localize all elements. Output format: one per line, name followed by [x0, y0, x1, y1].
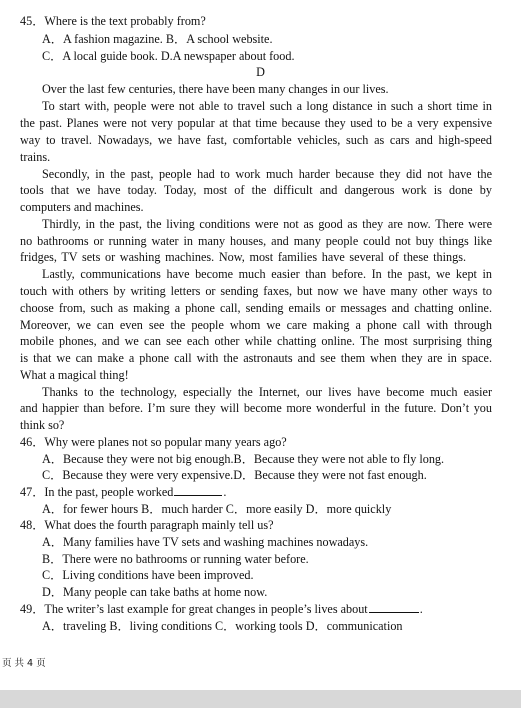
passage-line: touch with others by writing letters or sending faxes, but now we have many other ways to: [20, 284, 492, 298]
q48-option-c: C．Living conditions have been improved.: [42, 568, 254, 582]
q49-stem: [20, 601, 423, 617]
q46-options-cd: C．Because they were very expensive.D．Because they were not fast enough.: [42, 468, 427, 482]
q48-option-d: D．Many people can take baths at home now.: [42, 585, 268, 599]
q48-stem: 48．What does the fourth paragraph mainly tell us?: [20, 518, 274, 532]
passage-line: the past. Planes were not very popular at that time because they used to be a very expensive: [20, 116, 492, 130]
passage-line: trains.: [20, 150, 51, 164]
page-footer: 页 共 4 页: [2, 658, 46, 669]
q47-stem-end: .: [223, 485, 227, 499]
q47-stem-text: 47．In the past, people worked: [20, 485, 174, 499]
q46-stem: 46．Why were planes not so popular many years ago?: [20, 435, 287, 449]
passage-label: D: [256, 65, 265, 79]
passage-line: computers and machines.: [20, 200, 144, 214]
passage-line: Lastly, communications have become much easier than before. In the past, we kept in: [42, 267, 492, 281]
passage-line: way to travel. Nowadays, we have fast, comfortable vehicles, such as cars and high-speed: [20, 133, 492, 147]
passage-line: fridges, TV sets or washing machines. Now, most families have several of these things.: [20, 250, 466, 264]
q49-stem-end: .: [419, 602, 423, 616]
passage-line: tools that we have today. Today, most of the difficult and dangerous work is done by: [20, 183, 492, 197]
passage-line: and happier than before. I’m sure they will become more wonderful in the future. Don’t you: [20, 401, 492, 415]
q46-options-ab: A．Because they were not big enough.B．Because they were not able to fly long.: [42, 452, 445, 466]
q45-options-cd: C．A local guide book. D.A newspaper about food.: [42, 49, 295, 63]
q47-stem: [20, 484, 226, 500]
passage-line: Moreover, we can even see the people whom we care making a phone call with through: [20, 318, 492, 332]
passage-line: Secondly, in the past, people had to work much harder because they did not have the: [42, 167, 492, 181]
passage-line: is that we can make a phone call with the astronauts and see them when they are in space.: [20, 351, 492, 365]
q45-stem: 45．Where is the text probably from?: [20, 14, 206, 28]
q47-options: A．for fewer hours B．much harder C．more easily D．more quickly: [42, 502, 392, 516]
q48-option-b: B．There were no bathrooms or running water before.: [42, 552, 309, 566]
q49-stem-text: 49．The writer’s last example for great changes in people’s lives about: [20, 602, 368, 616]
passage-line: choose from, such as making a phone call, sending emails or messages and chatting online.: [20, 301, 492, 315]
passage-line: What a magical thing!: [20, 368, 129, 382]
q48-option-a: A．Many families have TV sets and washing machines nowadays.: [42, 535, 369, 549]
viewer-bottom-band: [0, 690, 521, 708]
passage-line: Over the last few centuries, there have been many changes in our lives.: [42, 82, 389, 96]
q47-answer-blank[interactable]: [174, 484, 222, 496]
passage-line: mobile phones, and we can see each other while chatting online. The most surprising thing: [20, 334, 492, 348]
passage-line: To start with, people were not able to travel such a long distance in such a short time in: [42, 99, 492, 113]
q49-answer-blank[interactable]: [369, 601, 419, 613]
passage-line: think so?: [20, 418, 65, 432]
passage-line: no bathrooms or running water in many houses, and many people could not buy things like: [20, 234, 492, 248]
passage-line: Thanks to the technology, especially the Internet, our lives have become much easier: [42, 385, 492, 399]
passage-line: Thirdly, in the past, the living conditions were not as good as they are now. There were: [42, 217, 492, 231]
q45-options-ab: A．A fashion magazine. B．A school website.: [42, 32, 273, 46]
q49-options: A．traveling B．living conditions C．working tools D．communication: [42, 619, 403, 633]
